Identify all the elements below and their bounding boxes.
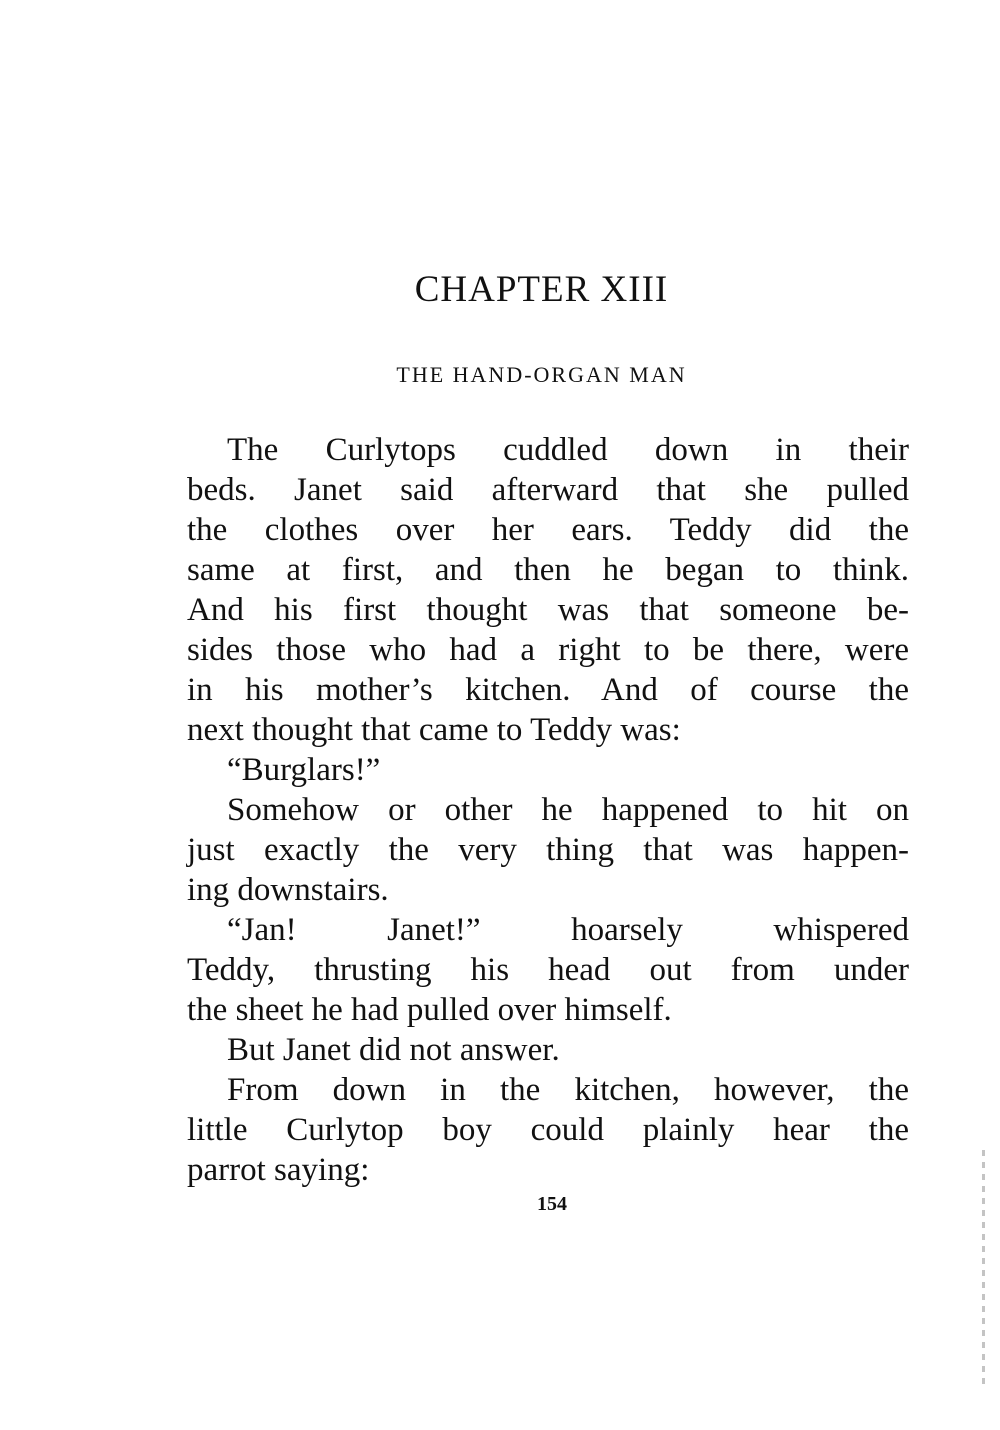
page-number: 154	[537, 1193, 567, 1215]
chapter-title: CHAPTER XIII	[414, 269, 669, 310]
text-line: The Curlytops cuddled down in their	[227, 432, 909, 468]
text-line: And his first thought was that someone be-	[187, 592, 909, 628]
text-line: “Burglars!”	[227, 752, 381, 788]
text-line: same at first, and then he began to think.	[187, 552, 909, 588]
text-line: beds. Janet said afterward that she pulled	[187, 472, 909, 508]
text-line: the clothes over her ears. Teddy did the	[187, 512, 909, 548]
text-line: Somehow or other he happened to hit on	[227, 792, 909, 828]
chapter-subtitle: THE HAND-ORGAN MAN	[396, 362, 687, 387]
text-line: Teddy, thrusting his head out from under	[187, 952, 909, 988]
text-line: But Janet did not answer.	[227, 1032, 560, 1068]
text-line: just exactly the very thing that was happen-	[187, 832, 909, 868]
text-line: From down in the kitchen, however, the	[227, 1072, 909, 1108]
text-line: little Curlytop boy could plainly hear the	[187, 1112, 909, 1148]
chapter-body-text	[187, 430, 909, 1190]
text-line: parrot saying:	[187, 1152, 370, 1188]
text-line: sides those who had a right to be there, were	[187, 632, 909, 668]
page-edge-scan-artifact	[982, 1150, 985, 1390]
text-line: in his mother’s kitchen. And of course the	[187, 672, 909, 708]
text-line: next thought that came to Teddy was:	[187, 712, 681, 748]
text-line: the sheet he had pulled over himself.	[187, 992, 672, 1028]
text-line: ing downstairs.	[187, 872, 389, 908]
text-line: “Jan! Janet!” hoarsely whispered	[227, 912, 909, 948]
